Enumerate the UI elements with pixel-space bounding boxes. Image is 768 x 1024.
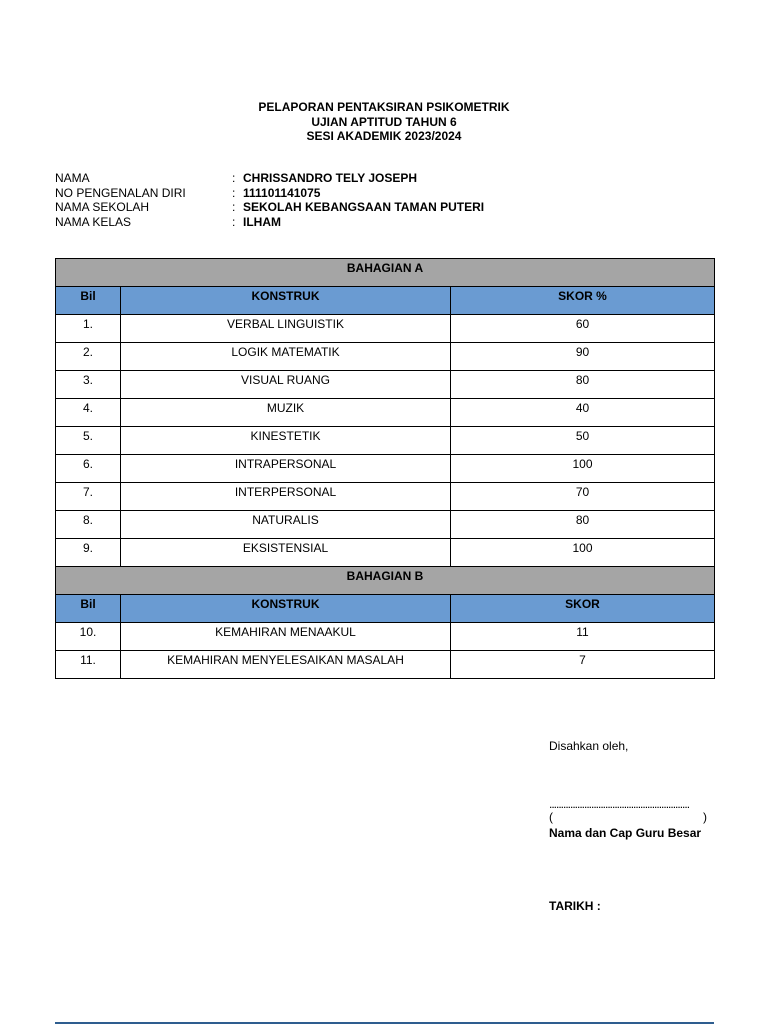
cell-konstruk: KINESTETIK	[121, 427, 451, 455]
report-header	[0, 100, 768, 144]
info-colon: :	[232, 171, 236, 185]
table-row	[56, 343, 715, 371]
cell-bil: 9.	[56, 539, 121, 567]
cell-konstruk: NATURALIS	[121, 511, 451, 539]
cell-konstruk: INTRAPERSONAL	[121, 455, 451, 483]
table-header-row	[56, 287, 715, 315]
cell-skor: 100	[451, 455, 715, 483]
cell-skor: 100	[451, 539, 715, 567]
cell-skor: 70	[451, 483, 715, 511]
cell-bil: 8.	[56, 511, 121, 539]
header-skor: SKOR	[451, 595, 715, 623]
academic-session: SESI AKADEMIK 2023/2024	[306, 129, 462, 143]
section-title-row	[56, 259, 715, 287]
cell-konstruk: VERBAL LINGUISTIK	[121, 315, 451, 343]
approved-by-label: Disahkan oleh,	[549, 739, 629, 753]
header-skor: SKOR %	[451, 287, 715, 315]
report-title: PELAPORAN PENTAKSIRAN PSIKOMETRIK	[258, 100, 510, 114]
info-colon: :	[232, 200, 236, 214]
open-paren: (	[549, 810, 553, 824]
cell-bil: 3.	[56, 371, 121, 399]
table-row	[56, 623, 715, 651]
header-bil: Bil	[56, 595, 121, 623]
cell-skor: 7	[451, 651, 715, 679]
cell-konstruk: EKSISTENSIAL	[121, 539, 451, 567]
table-row	[56, 511, 715, 539]
cell-skor: 90	[451, 343, 715, 371]
info-label: NAMA SEKOLAH	[55, 200, 150, 214]
cell-konstruk: VISUAL RUANG	[121, 371, 451, 399]
cell-bil: 11.	[56, 651, 121, 679]
cell-bil: 10.	[56, 623, 121, 651]
cell-skor: 80	[451, 371, 715, 399]
table-row	[56, 399, 715, 427]
info-colon: :	[232, 214, 236, 229]
section-title-row	[56, 567, 715, 595]
cell-bil: 1.	[56, 315, 121, 343]
info-row-name	[55, 171, 484, 186]
signature-line: ............................................................	[549, 797, 690, 811]
cell-konstruk: LOGIK MATEMATIK	[121, 343, 451, 371]
info-row-school	[55, 200, 484, 215]
table-header-row	[56, 595, 715, 623]
section-title: BAHAGIAN B	[56, 567, 715, 595]
table-row	[56, 651, 715, 679]
cell-skor: 50	[451, 427, 715, 455]
info-row-class	[55, 215, 484, 230]
cell-konstruk: MUZIK	[121, 399, 451, 427]
score-table	[55, 258, 715, 679]
header-konstruk: KONSTRUK	[121, 287, 451, 315]
info-value: SEKOLAH KEBANGSAAN TAMAN PUTERI	[243, 200, 485, 214]
table-row	[56, 455, 715, 483]
cell-bil: 2.	[56, 343, 121, 371]
table-row	[56, 427, 715, 455]
name-parentheses	[549, 810, 707, 824]
cell-skor: 11	[451, 623, 715, 651]
cell-konstruk: KEMAHIRAN MENAAKUL	[121, 623, 451, 651]
cell-konstruk: KEMAHIRAN MENYELESAIKAN MASALAH	[121, 651, 451, 679]
info-value: CHRISSANDRO TELY JOSEPH	[243, 171, 418, 185]
cell-bil: 5.	[56, 427, 121, 455]
cell-skor: 80	[451, 511, 715, 539]
cell-konstruk: INTERPERSONAL	[121, 483, 451, 511]
info-value: 111101141075	[243, 185, 321, 200]
header-konstruk: KONSTRUK	[121, 595, 451, 623]
info-row-id	[55, 186, 484, 201]
cell-bil: 4.	[56, 399, 121, 427]
student-info	[55, 171, 484, 229]
close-paren: )	[703, 810, 707, 824]
table-row	[56, 539, 715, 567]
header-bil: Bil	[56, 287, 121, 315]
cell-bil: 6.	[56, 455, 121, 483]
info-label: NAMA KELAS	[55, 214, 132, 229]
cell-skor: 60	[451, 315, 715, 343]
cell-bil: 7.	[56, 483, 121, 511]
date-label: TARIKH :	[549, 899, 601, 913]
cell-skor: 40	[451, 399, 715, 427]
info-label: NO PENGENALAN DIRI	[55, 185, 186, 200]
table-row	[56, 315, 715, 343]
headmaster-name-label: Nama dan Cap Guru Besar	[549, 826, 702, 840]
table-row	[56, 483, 715, 511]
info-value: ILHAM	[243, 214, 281, 229]
report-subtitle: UJIAN APTITUD TAHUN 6	[311, 114, 457, 129]
info-label: NAMA	[55, 171, 90, 185]
table-row	[56, 371, 715, 399]
section-title: BAHAGIAN A	[56, 259, 715, 287]
info-colon: :	[232, 185, 236, 200]
